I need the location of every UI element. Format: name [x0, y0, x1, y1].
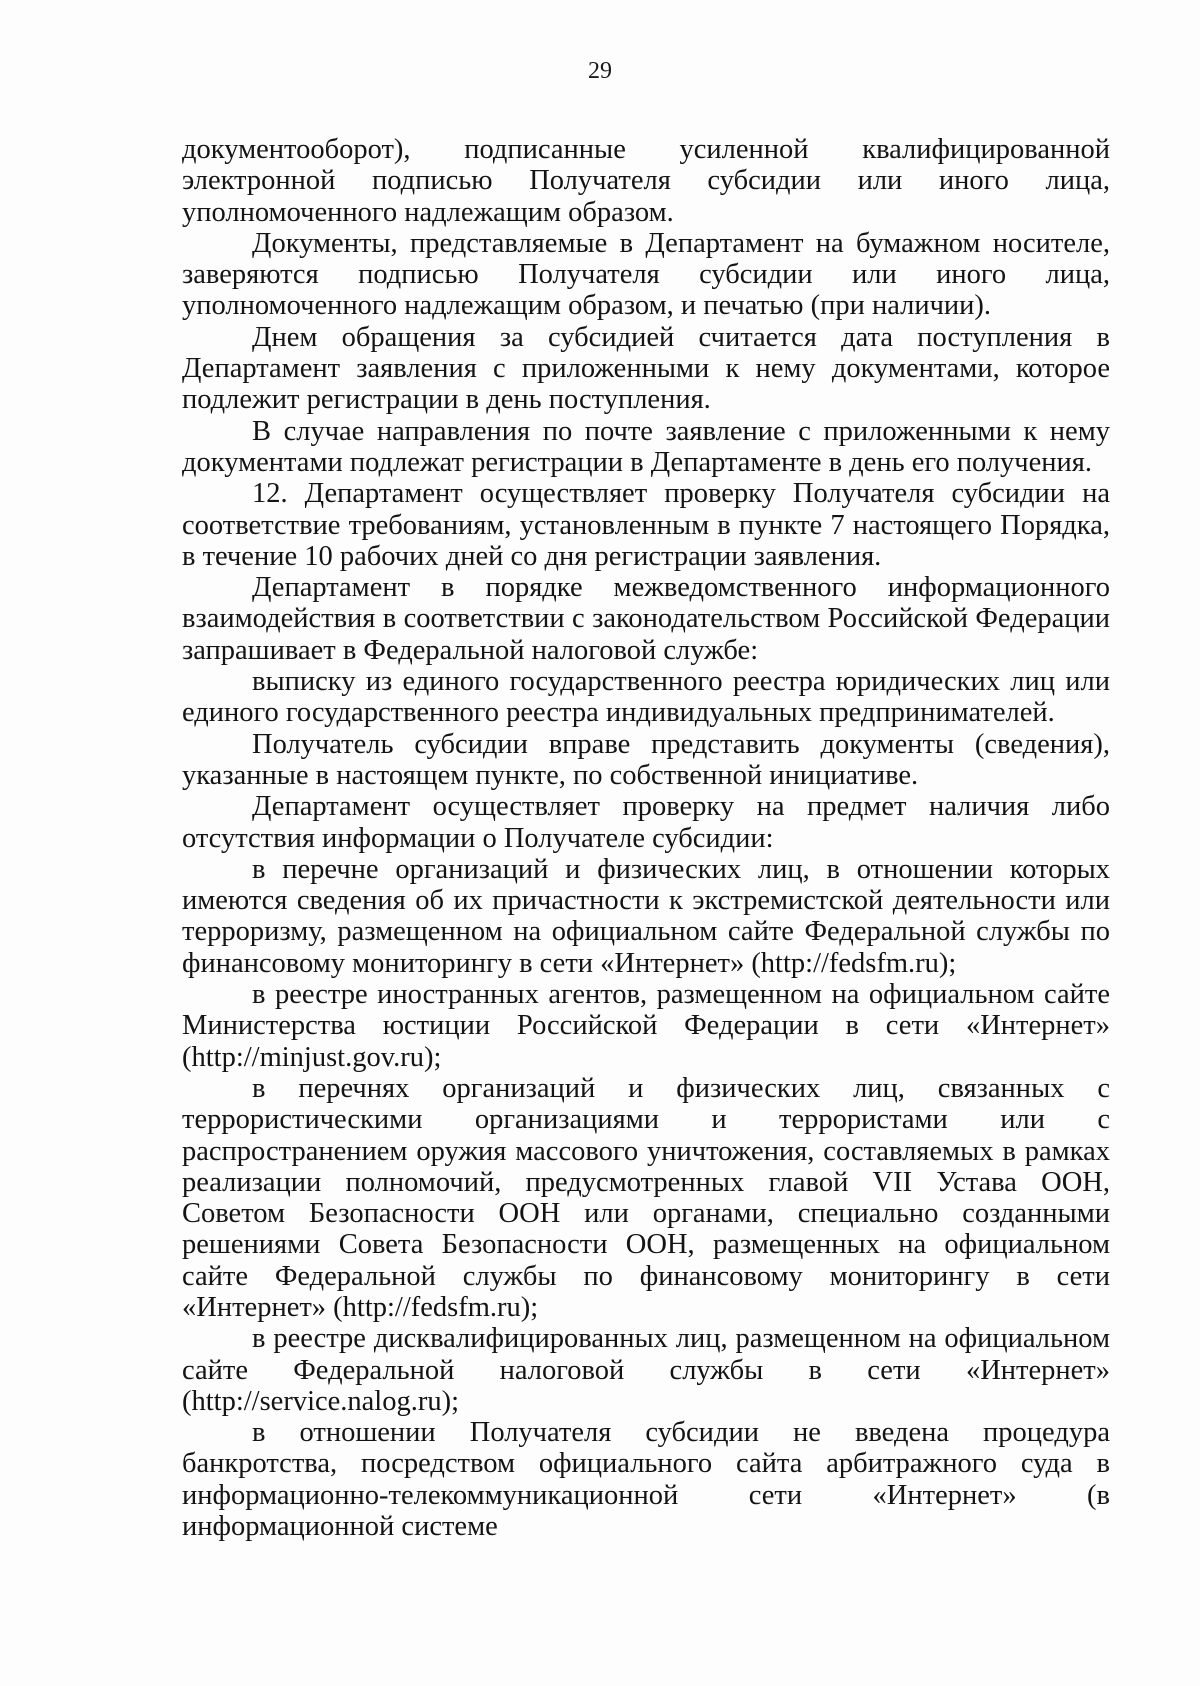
paragraph-7: выписку из единого государственного реестра юридических лиц или единого государственного реестра индивидуальных предпринимателей.	[182, 666, 1110, 729]
paragraph-11: в реестре иностранных агентов, размещенном на официальном сайте Министерства юстиции Российской Федерации в сети «Интернет» (http://minjust.gov.ru);	[182, 979, 1110, 1073]
document-body	[182, 134, 1110, 1542]
paragraph-1: документооборот), подписанные усиленной квалифицированной электронной подписью Получателя субсидии или иного лица, уполномоченного надлежащим образом.	[182, 134, 1110, 228]
paragraph-4: В случае направления по почте заявление с приложенными к нему документами подлежат регистрации в Департаменте в день его получения.	[182, 415, 1110, 478]
paragraph-13: в реестре дисквалифицированных лиц, размещенном на официальном сайте Федеральной налоговой службы в сети «Интернет» (http://service.nalog.ru);	[182, 1323, 1110, 1417]
paragraph-2: Документы, представляемые в Департамент на бумажном носителе, заверяются подписью Получателя субсидии или иного лица, уполномоченного надлежащим образом, и печатью (при наличии).	[182, 227, 1110, 322]
paragraph-12: в перечнях организаций и физических лиц, связанных с террористическими организациями и террористами или с распространением оружия массового уничтожения, составляемых в рамках реализации полномочий, предусмотренных главой VII Устава ООН, Советом Безопасности ООН или органами, специально созданными решениями Совета Безопасности ООН, размещенных на официальном сайте Федеральной службы по финансовому мониторингу в сети «Интернет» (http://fedsfm.ru);	[182, 1072, 1110, 1323]
paragraph-14: в отношении Получателя субсидии не введена процедура банкротства, посредством официального сайта арбитражного суда в информационно-телекоммуникационной сети «Интернет» (в информационной системе	[182, 1417, 1110, 1543]
page-number: 29	[588, 58, 612, 84]
paragraph-5: 12. Департамент осуществляет проверку Получателя субсидии на соответствие требованиям, установленным в пункте 7 настоящего Порядка, в течение 10 рабочих дней со дня регистрации заявления.	[182, 478, 1110, 572]
paragraph-3: Днем обращения за субсидией считается дата поступления в Департамент заявления с приложенными к нему документами, которое подлежит регистрации в день поступления.	[182, 321, 1110, 416]
paragraph-6: Департамент в порядке межведомственного информационного взаимодействия в соответствии с законодательством Российской Федерации запрашивает в Федеральной налоговой службе:	[182, 572, 1110, 666]
paragraph-8: Получатель субсидии вправе представить документы (сведения), указанные в настоящем пункте, по собственной инициативе.	[182, 728, 1110, 791]
paragraph-9: Департамент осуществляет проверку на предмет наличия либо отсутствия информации о Получателе субсидии:	[182, 791, 1110, 854]
paragraph-10: в перечне организаций и физических лиц, в отношении которых имеются сведения об их причастности к экстремистской деятельности или терроризму, размещенном на официальном сайте Федеральной службы по финансовому мониторингу в сети «Интернет» (http://fedsfm.ru);	[182, 853, 1110, 979]
